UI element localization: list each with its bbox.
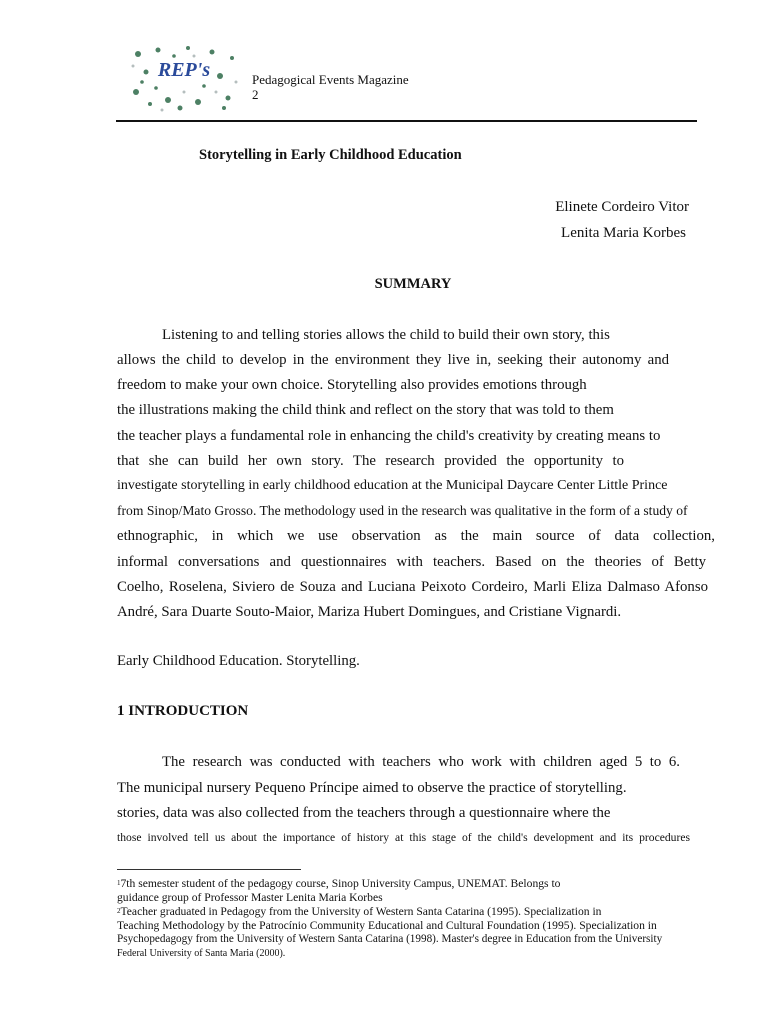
magazine-name: Pedagogical Events Magazine (252, 72, 409, 87)
summary-line: ethnographic, in which we use observation as the main source of data collection, (117, 528, 715, 544)
footnote-line: guidance group of Professor Master Lenita Maria Korbes (117, 891, 383, 904)
summary-line: informal conversations and questionnaires with teachers. Based on the theories of Betty (117, 554, 706, 570)
footnote-line: Federal University of Santa Maria (2000). (117, 948, 286, 959)
document-title: Storytelling in Early Childhood Education (199, 147, 462, 163)
summary-line: the teacher plays a fundamental role in enhancing the child's creativity by creating means to (117, 428, 661, 444)
footnote-marker: 1 (117, 879, 121, 887)
footnote-line: Teaching Methodology by the Patrocínio Community Educational and Cultural Foundation (1995). Specialization in (117, 919, 657, 932)
footnote-text: Teacher graduated in Pedagogy from the University of Western Santa Catarina (1995). Specialization in (120, 905, 602, 918)
summary-line: freedom to make your own choice. Storytelling also provides emotions through (117, 377, 587, 393)
summary-heading: SUMMARY (374, 276, 452, 292)
footnote-text: 7th semester student of the pedagogy course, Sinop University Campus, UNEMAT. Belongs to (120, 877, 561, 890)
footnote-line: Psychopedagogy from the University of Western Santa Catarina (1998). Master's degree in Education from the University (117, 933, 663, 945)
summary-line: the illustrations making the child think and reflect on the story that was told to them (117, 402, 614, 418)
issue-number: 2 (252, 87, 259, 102)
footnote-divider (117, 869, 301, 870)
summary-line: from Sinop/Mato Grosso. The methodology used in the research was qualitative in the form of a study of (117, 503, 688, 518)
reps-logo (128, 42, 240, 114)
summary-line: André, Sara Duarte Souto-Maior, Mariza Hubert Domingues, and Cristiane Vignardi. (117, 604, 622, 620)
summary-line: that she can build her own story. The research provided the opportunity to (117, 453, 624, 469)
footnote-marker: 2 (117, 907, 121, 915)
summary-line: Coelho, Roselena, Siviero de Souza and Luciana Peixoto Cordeiro, Marli Eliza Dalmaso Afonso (117, 579, 708, 595)
summary-line: investigate storytelling in early childhood education at the Municipal Daycare Center Little Prince (117, 478, 668, 493)
intro-line: those involved tell us about the importance of history at this stage of the child's development and its procedures (117, 831, 690, 844)
footnote-line (117, 877, 560, 890)
footnote-line (117, 905, 601, 918)
intro-line: stories, data was also collected from the teachers through a questionnaire where the (117, 805, 611, 821)
summary-line: Listening to and telling stories allows the child to build their own story, this (162, 327, 610, 343)
logo-text: REP's (157, 59, 211, 81)
keywords: Early Childhood Education. Storytelling. (117, 653, 360, 669)
summary-line: allows the child to develop in the environment they live in, seeking their autonomy and (117, 352, 669, 368)
header-divider (116, 120, 697, 122)
intro-line: The research was conducted with teachers who work with children aged 5 to 6. (162, 754, 680, 770)
author-name: Lenita Maria Korbes (561, 225, 686, 241)
intro-line: The municipal nursery Pequeno Príncipe aimed to observe the practice of storytelling. (117, 780, 627, 796)
introduction-heading: 1 INTRODUCTION (117, 703, 249, 719)
author-name: Elinete Cordeiro Vitor (555, 199, 689, 215)
